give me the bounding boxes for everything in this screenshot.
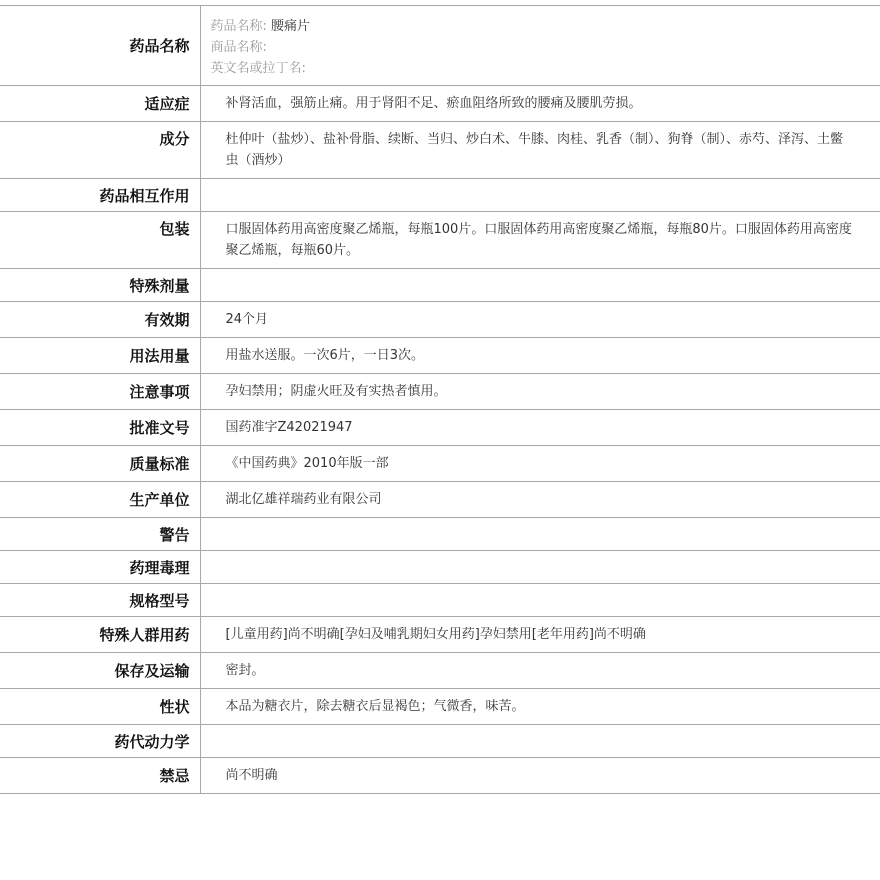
row-label-packaging: 包装 [0,212,200,269]
row-value-approval: 国药准字Z42021947 [225,420,353,435]
row-packaging [0,212,880,269]
row-value-warning [200,518,880,551]
row-value-pharmacology [200,551,880,584]
row-label-warning: 警告 [0,518,200,551]
row-manufacturer [0,482,880,518]
row-label-special-dosage: 特殊剂量 [0,269,200,302]
row-shelf-life [0,302,880,338]
row-label-interactions: 药品相互作用 [0,179,200,212]
row-value-contraindications: 尚不明确 [225,768,278,783]
row-approval [0,410,880,446]
row-special-population [0,617,880,653]
english-name-label: 英文名或拉丁名: [210,61,306,76]
row-interactions [0,179,880,212]
row-precautions [0,374,880,410]
row-value-quality-standard: 《中国药典》2010年版一部 [225,456,389,471]
generic-name-label: 药品名称: [210,19,267,34]
row-label-precautions: 注意事项 [0,374,200,410]
row-label-storage: 保存及运输 [0,653,200,689]
row-contraindications [0,758,880,794]
row-label-approval: 批准文号 [0,410,200,446]
row-value-interactions [200,179,880,212]
row-value-pharmacokinetics [200,725,880,758]
row-value-manufacturer: 湖北亿雄祥瑞药业有限公司 [225,492,382,507]
row-pharmacology [0,551,880,584]
row-value-indications: 补肾活血，强筋止痛。用于肾阳不足、瘀血阻络所致的腰痛及腰肌劳损。 [225,96,642,111]
row-label-contraindications: 禁忌 [0,758,200,794]
row-label-pharmacology: 药理毒理 [0,551,200,584]
row-storage [0,653,880,689]
row-label-manufacturer: 生产单位 [0,482,200,518]
row-usage [0,338,880,374]
drug-name-cell [200,6,880,86]
generic-name-line [211,16,871,37]
row-label-ingredients: 成分 [0,122,200,179]
drug-info-table [0,5,880,794]
row-quality-standard [0,446,880,482]
row-label-quality-standard: 质量标准 [0,446,200,482]
row-drug-name [0,6,880,86]
row-specification [0,584,880,617]
row-special-dosage [0,269,880,302]
row-pharmacokinetics [0,725,880,758]
row-label-shelf-life: 有效期 [0,302,200,338]
row-value-packaging: 口服固体药用高密度聚乙烯瓶，每瓶100片。口服固体药用高密度聚乙烯瓶，每瓶80片。口服固体药用高密度聚乙烯瓶，每瓶60片。 [225,222,852,258]
row-warning [0,518,880,551]
row-label-pharmacokinetics: 药代动力学 [0,725,200,758]
row-label-specification: 规格型号 [0,584,200,617]
row-value-storage: 密封。 [225,663,265,678]
english-name-line [211,58,871,79]
row-value-ingredients: 杜仲叶（盐炒）、盐补骨脂、续断、当归、炒白术、牛膝、肉桂、乳香（制）、狗脊（制）、赤芍、泽泻、土鳖虫（酒炒） [225,132,844,168]
row-description [0,689,880,725]
row-label-description: 性状 [0,689,200,725]
row-value-precautions: 孕妇禁用；阴虚火旺及有实热者慎用。 [225,384,447,399]
row-value-description: 本品为糖衣片，除去糖衣后显褐色；气微香，味苦。 [225,699,525,714]
row-value-special-dosage [200,269,880,302]
row-label-special-population: 特殊人群用药 [0,617,200,653]
row-value-specification [200,584,880,617]
row-value-shelf-life: 24个月 [225,312,269,327]
generic-name-value: 腰痛片 [271,19,311,34]
row-indications [0,86,880,122]
row-label-usage: 用法用量 [0,338,200,374]
row-label-drug-name: 药品名称 [0,6,200,86]
row-value-special-population: [儿童用药]尚不明确[孕妇及哺乳期妇女用药]孕妇禁用[老年用药]尚不明确 [225,627,646,642]
trade-name-line [211,37,871,58]
trade-name-label: 商品名称: [210,40,267,55]
row-ingredients [0,122,880,179]
row-value-usage: 用盐水送服。一次6片，一日3次。 [225,348,425,363]
row-label-indications: 适应症 [0,86,200,122]
